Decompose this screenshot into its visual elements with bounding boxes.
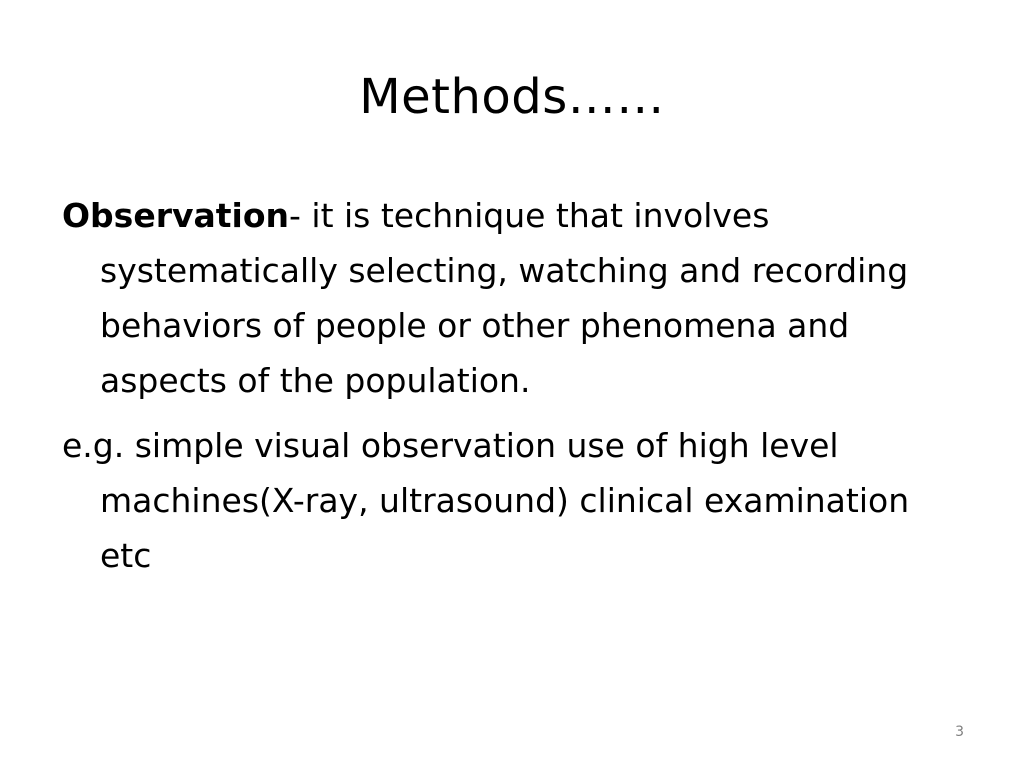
page-number: 3 [955,724,964,740]
observation-term: Observation [62,196,290,235]
slide-body [62,188,962,593]
observation-definition [62,188,962,408]
slide-title: Methods…… [359,69,665,125]
example-text: e.g. simple visual observation use of high level machines(X-ray, ultrasound) clinical examination etc [62,426,910,575]
example-paragraph [62,418,962,583]
observation-description: - it is technique that involves systematically selecting, watching and recording behaviors of people or other phenomena and aspects of the population. [100,196,909,400]
